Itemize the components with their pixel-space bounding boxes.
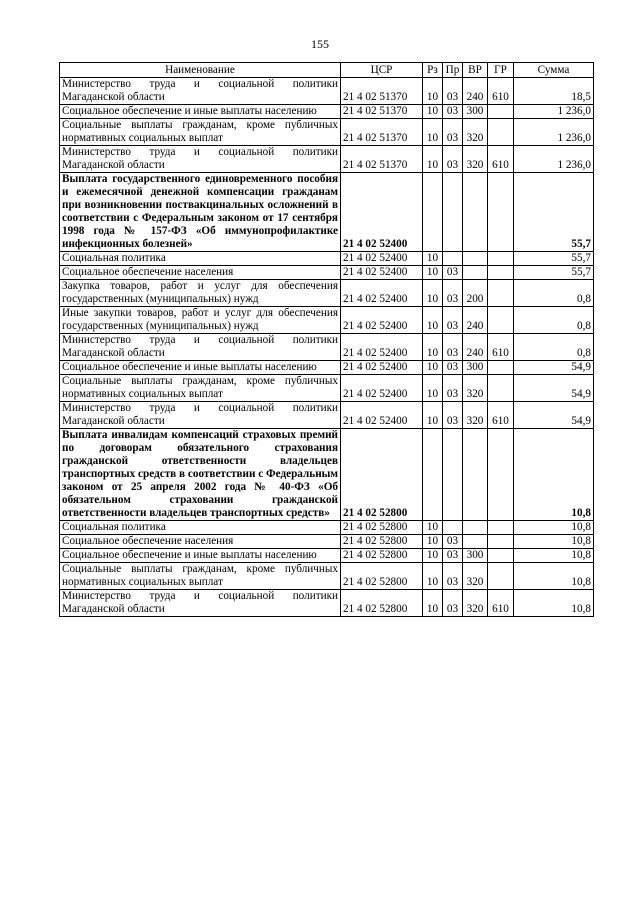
cell-gr	[488, 280, 514, 307]
cell-vr: 300	[463, 549, 488, 563]
column-header-pr: Пр	[443, 63, 463, 78]
cell-pr: 03	[443, 361, 463, 375]
cell-csr: 21 4 02 52400	[341, 361, 423, 375]
table-header-row	[60, 63, 594, 78]
cell-pr: 03	[443, 105, 463, 119]
cell-pr: 03	[443, 535, 463, 549]
table-row	[60, 78, 594, 105]
cell-rz: 10	[423, 402, 443, 429]
cell-vr: 320	[463, 119, 488, 146]
cell-gr	[488, 375, 514, 402]
cell-csr: 21 4 02 52800	[341, 563, 423, 590]
cell-pr: 03	[443, 334, 463, 361]
table-row	[60, 429, 594, 521]
cell-gr: 610	[488, 590, 514, 617]
column-header-sum: Сумма	[514, 63, 594, 78]
column-header-name: Наименование	[60, 63, 341, 78]
cell-vr: 320	[463, 375, 488, 402]
cell-csr: 21 4 02 51370	[341, 78, 423, 105]
cell-rz: 10	[423, 521, 443, 535]
table-row	[60, 119, 594, 146]
cell-rz: 10	[423, 266, 443, 280]
column-header-gr: ГР	[488, 63, 514, 78]
cell-name: Социальные выплаты гражданам, кроме публичных нормативных социальных выплат	[60, 119, 341, 146]
cell-pr: 03	[443, 549, 463, 563]
cell-vr: 300	[463, 361, 488, 375]
table-row	[60, 375, 594, 402]
cell-csr: 21 4 02 52800	[341, 590, 423, 617]
cell-gr: 610	[488, 402, 514, 429]
cell-rz: 10	[423, 361, 443, 375]
cell-pr: 03	[443, 280, 463, 307]
cell-rz: 10	[423, 563, 443, 590]
cell-pr	[443, 521, 463, 535]
cell-vr: 200	[463, 280, 488, 307]
cell-vr: 240	[463, 334, 488, 361]
cell-vr: 320	[463, 590, 488, 617]
table-row	[60, 266, 594, 280]
cell-pr	[443, 173, 463, 252]
cell-vr: 300	[463, 105, 488, 119]
cell-rz	[423, 429, 443, 521]
cell-csr: 21 4 02 52400	[341, 307, 423, 334]
table-body	[60, 78, 594, 617]
cell-vr: 240	[463, 307, 488, 334]
column-header-vr: ВР	[463, 63, 488, 78]
cell-sum: 0,8	[514, 280, 594, 307]
cell-name: Закупка товаров, работ и услуг для обеспечения государственных (муниципальных) нужд	[60, 280, 341, 307]
cell-csr: 21 4 02 52800	[341, 535, 423, 549]
cell-gr: 610	[488, 78, 514, 105]
page-number: 155	[311, 37, 329, 51]
table-row	[60, 402, 594, 429]
cell-name: Социальная политика	[60, 252, 341, 266]
cell-gr	[488, 535, 514, 549]
cell-gr	[488, 266, 514, 280]
table-row	[60, 549, 594, 563]
cell-vr	[463, 429, 488, 521]
cell-rz: 10	[423, 334, 443, 361]
cell-gr	[488, 549, 514, 563]
cell-name: Социальное обеспечение и иные выплаты населению	[60, 105, 341, 119]
cell-gr	[488, 361, 514, 375]
table-row	[60, 146, 594, 173]
cell-gr	[488, 563, 514, 590]
cell-vr	[463, 535, 488, 549]
table-row	[60, 590, 594, 617]
cell-gr	[488, 119, 514, 146]
table-row	[60, 334, 594, 361]
cell-csr: 21 4 02 51370	[341, 119, 423, 146]
cell-sum: 10,8	[514, 429, 594, 521]
cell-pr: 03	[443, 563, 463, 590]
cell-gr	[488, 173, 514, 252]
cell-sum: 10,8	[514, 590, 594, 617]
cell-sum: 0,8	[514, 307, 594, 334]
cell-vr	[463, 266, 488, 280]
table-row	[60, 252, 594, 266]
table-row	[60, 361, 594, 375]
cell-rz: 10	[423, 549, 443, 563]
cell-gr	[488, 105, 514, 119]
cell-csr: 21 4 02 51370	[341, 146, 423, 173]
cell-sum: 1 236,0	[514, 146, 594, 173]
column-header-rz: Рз	[423, 63, 443, 78]
cell-gr: 610	[488, 334, 514, 361]
cell-gr	[488, 252, 514, 266]
cell-rz: 10	[423, 146, 443, 173]
cell-rz: 10	[423, 535, 443, 549]
cell-name: Выплата государственного единовременного пособия и ежемесячной денежной компенсации гражданам при возникновении поствакцинальных осложнений в соответствии с Федеральным законом от 17 сентября 1998 года № 157-ФЗ «Об иммунопрофилактике инфекционных болезней»	[60, 173, 341, 252]
cell-name: Министерство труда и социальной политики Магаданской области	[60, 402, 341, 429]
table-row	[60, 307, 594, 334]
cell-rz: 10	[423, 307, 443, 334]
cell-name: Выплата инвалидам компенсаций страховых премий по договорам обязательного страхования гражданской ответственности владельцев транспортных средств в соответствии с Федеральным законом от 25 апреля 2002 года № 40-ФЗ «Об обязательном страховании гражданской ответственности владельцев транспортных средств»	[60, 429, 341, 521]
cell-sum: 10,8	[514, 563, 594, 590]
cell-pr: 03	[443, 78, 463, 105]
table-row	[60, 280, 594, 307]
cell-csr: 21 4 02 52400	[341, 252, 423, 266]
cell-name: Социальная политика	[60, 521, 341, 535]
cell-csr: 21 4 02 52800	[341, 521, 423, 535]
table-row	[60, 535, 594, 549]
cell-vr: 320	[463, 563, 488, 590]
cell-name: Социальные выплаты гражданам, кроме публичных нормативных социальных выплат	[60, 563, 341, 590]
cell-gr: 610	[488, 146, 514, 173]
cell-pr: 03	[443, 307, 463, 334]
cell-name: Социальное обеспечение и иные выплаты населению	[60, 549, 341, 563]
cell-rz: 10	[423, 590, 443, 617]
cell-sum: 55,7	[514, 252, 594, 266]
cell-vr: 320	[463, 402, 488, 429]
cell-sum: 0,8	[514, 334, 594, 361]
cell-rz: 10	[423, 375, 443, 402]
cell-vr	[463, 173, 488, 252]
cell-csr: 21 4 02 51370	[341, 105, 423, 119]
cell-sum: 10,8	[514, 549, 594, 563]
cell-vr	[463, 521, 488, 535]
cell-pr: 03	[443, 266, 463, 280]
cell-pr: 03	[443, 590, 463, 617]
cell-rz: 10	[423, 280, 443, 307]
cell-name: Министерство труда и социальной политики Магаданской области	[60, 146, 341, 173]
cell-pr: 03	[443, 119, 463, 146]
cell-csr: 21 4 02 52400	[341, 280, 423, 307]
cell-rz: 10	[423, 252, 443, 266]
cell-name: Иные закупки товаров, работ и услуг для обеспечения государственных (муниципальных) нужд	[60, 307, 341, 334]
cell-csr: 21 4 02 52400	[341, 402, 423, 429]
cell-vr: 240	[463, 78, 488, 105]
cell-sum: 54,9	[514, 402, 594, 429]
cell-name: Социальные выплаты гражданам, кроме публичных нормативных социальных выплат	[60, 375, 341, 402]
cell-sum: 1 236,0	[514, 119, 594, 146]
cell-sum: 1 236,0	[514, 105, 594, 119]
cell-pr	[443, 252, 463, 266]
table-row	[60, 173, 594, 252]
cell-pr: 03	[443, 146, 463, 173]
cell-sum: 10,8	[514, 521, 594, 535]
cell-gr	[488, 429, 514, 521]
cell-csr: 21 4 02 52400	[341, 266, 423, 280]
cell-sum: 55,7	[514, 266, 594, 280]
cell-csr: 21 4 02 52400	[341, 375, 423, 402]
cell-csr: 21 4 02 52800	[341, 549, 423, 563]
table-row	[60, 563, 594, 590]
cell-sum: 54,9	[514, 375, 594, 402]
cell-sum: 54,9	[514, 361, 594, 375]
cell-name: Социальное обеспечение и иные выплаты населению	[60, 361, 341, 375]
cell-name: Социальное обеспечение населения	[60, 535, 341, 549]
table-row	[60, 521, 594, 535]
cell-name: Министерство труда и социальной политики Магаданской области	[60, 334, 341, 361]
cell-pr: 03	[443, 402, 463, 429]
cell-name: Социальное обеспечение населения	[60, 266, 341, 280]
cell-sum: 55,7	[514, 173, 594, 252]
cell-sum: 18,5	[514, 78, 594, 105]
cell-csr: 21 4 02 52400	[341, 173, 423, 252]
cell-pr: 03	[443, 375, 463, 402]
cell-vr: 320	[463, 146, 488, 173]
budget-table	[59, 62, 594, 617]
cell-rz: 10	[423, 105, 443, 119]
cell-gr	[488, 307, 514, 334]
cell-rz: 10	[423, 119, 443, 146]
cell-name: Министерство труда и социальной политики Магаданской области	[60, 78, 341, 105]
cell-vr	[463, 252, 488, 266]
column-header-csr: ЦСР	[341, 63, 423, 78]
table-row	[60, 105, 594, 119]
cell-rz	[423, 173, 443, 252]
cell-name: Министерство труда и социальной политики Магаданской области	[60, 590, 341, 617]
cell-pr	[443, 429, 463, 521]
cell-csr: 21 4 02 52800	[341, 429, 423, 521]
cell-sum: 10,8	[514, 535, 594, 549]
cell-rz: 10	[423, 78, 443, 105]
cell-gr	[488, 521, 514, 535]
cell-csr: 21 4 02 52400	[341, 334, 423, 361]
